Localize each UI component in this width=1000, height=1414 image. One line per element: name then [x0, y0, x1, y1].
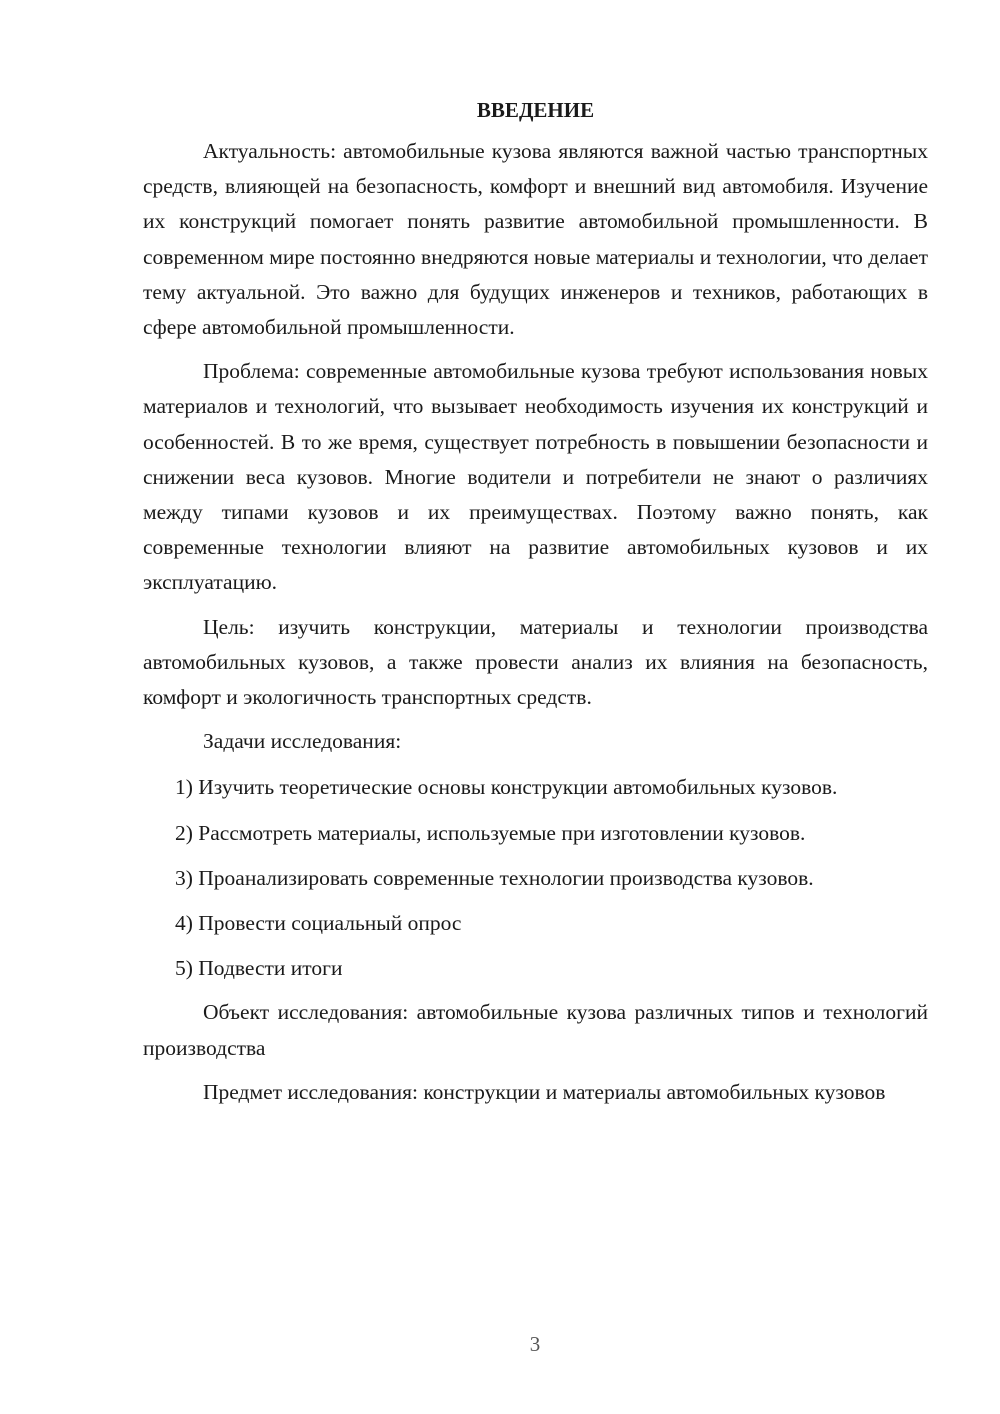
- page-number: 3: [529, 1332, 541, 1356]
- paragraph-object: Объект исследования: автомобильные кузова различных типов и технологий производства: [143, 1000, 928, 1060]
- task-item-1: 1) Изучить теоретические основы конструкции автомобильных кузовов.: [175, 775, 838, 800]
- section-title: ВВЕДЕНИЕ: [476, 98, 595, 122]
- paragraph-goal: Цель: изучить конструкции, материалы и технологии производства автомобильных кузовов, а также провести анализ их влияния на безопасность, комфорт и экологичность транспортных средств.: [143, 614, 928, 710]
- task-item-4: 4) Провести социальный опрос: [175, 911, 462, 936]
- task-item-2: 2) Рассмотреть материалы, используемые при изготовлении кузовов.: [175, 820, 806, 845]
- tasks-heading: Задачи исследования:: [203, 729, 402, 754]
- paragraph-subject: Предмет исследования: конструкции и материалы автомобильных кузовов: [203, 1079, 886, 1104]
- task-item-3: 3) Проанализировать современные технологии производства кузовов.: [175, 865, 814, 890]
- paragraph-relevance: Актуальность: автомобильные кузова являются важной частью транспортных средств, влияющей на безопасность, комфорт и внешний вид автомобиля. Изучение их конструкций помогает понять развитие автомобильной промышленности. В современном мире постоянно внедряются новые материалы и технологии, что делает тему актуальной. Это важно для будущих инженеров и техников, работающих в сфере автомобильной промышленности.: [143, 139, 928, 340]
- task-item-5: 5) Подвести итоги: [175, 956, 343, 981]
- paragraph-problem: Проблема: современные автомобильные кузова требуют использования новых материалов и технологий, что вызывает необходимость изучения их конструкций и особенностей. В то же время, существует потребность в повышении безопасности и снижении веса кузовов. Многие водители и потребители не знают о различиях между типами кузовов и их преимуществах. Поэтому важно понять, как современные технологии влияют на развитие автомобильных кузовов и их эксплуатацию.: [143, 359, 928, 595]
- document-page: [143, 92, 928, 1110]
